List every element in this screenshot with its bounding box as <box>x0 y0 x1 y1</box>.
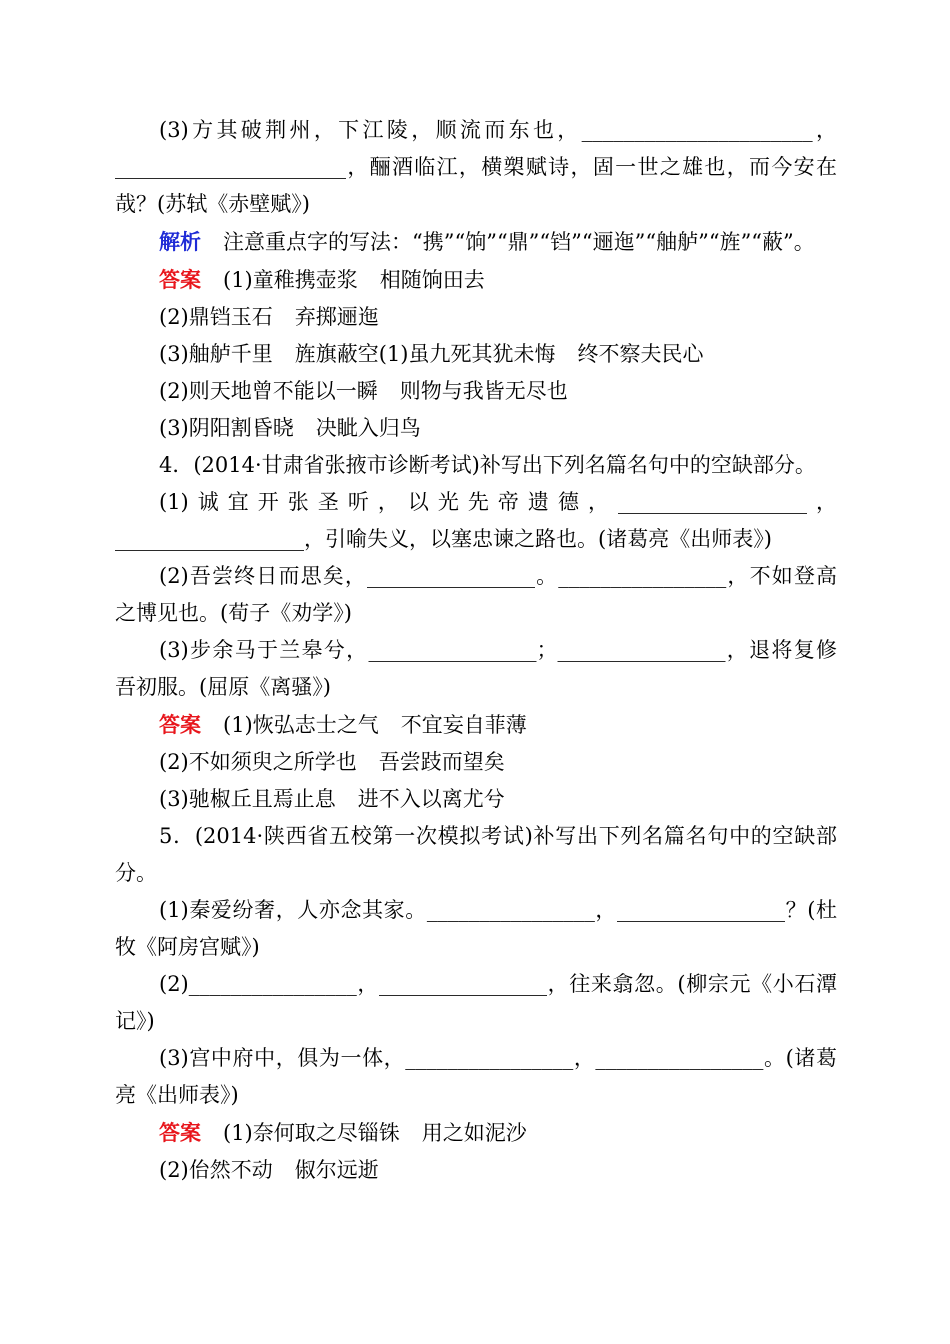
q3-item: (3)方其破荆州，下江陵，顺流而东也，______________________，______________________，酾酒临江，横槊赋诗，固一世之雄也，而今安在哉？(苏轼《赤壁赋》) <box>115 118 837 216</box>
answer-line <box>115 261 837 299</box>
answer-line <box>115 410 837 447</box>
q5-item: (2)________________，________________，往来翕忽。(柳宗元《小石潭记》) <box>115 972 837 1033</box>
analysis-text: 注意重点字的写法：“携”“饷”“鼎”“铛”“逦迤”“舳舻”“旌”“蔽”。 <box>223 230 815 254</box>
answer-line <box>115 744 837 781</box>
answer-part: (3)驰椒丘且焉止息 <box>159 787 336 811</box>
answer-part: 旌旗蔽空(1)虽九死其犹未悔 <box>294 342 556 366</box>
answer-part: 终不察夫民心 <box>577 342 704 366</box>
answer-line <box>115 299 837 336</box>
answer-part: (2)佁然不动 <box>159 1158 273 1182</box>
answer-label: 答案 <box>159 712 201 737</box>
answer-line <box>115 706 837 744</box>
answer-line <box>115 336 837 373</box>
answer-part: (3)阴阳割昏晓 <box>159 416 294 440</box>
q4-item: (1)诚宜开张圣听，以光先帝遗德，__________________，__________________，引喻失义，以塞忠谏之路也。(诸葛亮《出师表》) <box>115 490 837 551</box>
document-page <box>115 112 837 1189</box>
analysis-label: 解析 <box>159 229 201 254</box>
analysis-paragraph <box>115 223 837 261</box>
answer-part: 弃掷逦迤 <box>294 305 379 329</box>
answer-line <box>115 1152 837 1189</box>
q5-item: (1)秦爱纷奢，人亦念其家。________________，________________？(杜牧《阿房宫赋》) <box>115 898 837 959</box>
q4-item: (3)步余马于兰皋兮，________________；________________，退将复修吾初服。(屈原《离骚》) <box>115 638 837 699</box>
answer-part: (1)恢弘志士之气 <box>223 713 379 737</box>
answer-part: 决眦入归鸟 <box>315 416 421 440</box>
answer-part: 则物与我皆无尽也 <box>399 379 568 403</box>
answer-part: 不宜妄自菲薄 <box>400 713 527 737</box>
q5-item: (3)宫中府中，俱为一体，________________，________________。(诸葛亮《出师表》) <box>115 1046 837 1107</box>
q4-title: 4．(2014·甘肃省张掖市诊断考试)补写出下列名篇名句中的空缺部分。 <box>159 453 816 477</box>
answer-part: (2)不如须臾之所学也 <box>159 750 357 774</box>
answer-part: 相随饷田去 <box>379 268 485 292</box>
answer-part: 吾尝跂而望矣 <box>378 750 505 774</box>
q5-title: 5．(2014·陕西省五校第一次模拟考试)补写出下列名篇名句中的空缺部分。 <box>115 824 837 885</box>
answer-part: (1)童稚携壶浆 <box>223 268 358 292</box>
answer-line <box>115 1114 837 1152</box>
answer-part: 俶尔远逝 <box>294 1158 379 1182</box>
answer-part: (2)鼎铛玉石 <box>159 305 273 329</box>
answer-part: (3)舳舻千里 <box>159 342 273 366</box>
answer-part: (1)奈何取之尽锱铢 <box>223 1121 400 1145</box>
answer-label: 答案 <box>159 1120 201 1145</box>
answer-label: 答案 <box>159 267 201 292</box>
answer-part: 用之如泥沙 <box>421 1121 527 1145</box>
answer-line <box>115 781 837 818</box>
q4-item: (2)吾尝终日而思矣，________________。________________，不如登高之博见也。(荀子《劝学》) <box>115 564 837 625</box>
answer-part: 进不入以离尤兮 <box>357 787 505 811</box>
answer-part: (2)则天地曾不能以一瞬 <box>159 379 378 403</box>
answer-line <box>115 373 837 410</box>
